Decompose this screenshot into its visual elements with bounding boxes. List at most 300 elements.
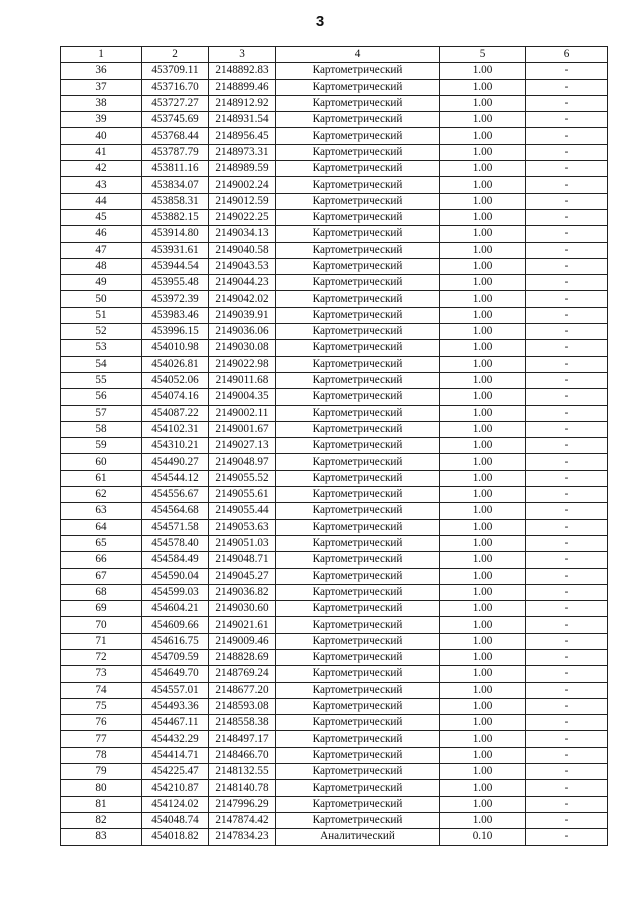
y-coordinate-cell: 2149030.60 [209, 601, 276, 617]
table-row [61, 454, 608, 470]
note-cell: - [526, 812, 608, 828]
y-coordinate-cell: 2149044.23 [209, 275, 276, 291]
note-cell: - [526, 552, 608, 568]
table-row [61, 177, 608, 193]
point-number-cell: 78 [61, 747, 142, 763]
y-coordinate-cell: 2148892.83 [209, 63, 276, 79]
note-cell: - [526, 535, 608, 551]
method-cell: Картометрический [276, 649, 440, 665]
point-number-cell: 68 [61, 584, 142, 600]
method-cell: Картометрический [276, 144, 440, 160]
y-coordinate-cell: 2148956.45 [209, 128, 276, 144]
method-cell: Картометрический [276, 487, 440, 503]
x-coordinate-cell: 454010.98 [142, 340, 209, 356]
method-cell: Картометрический [276, 454, 440, 470]
method-cell: Картометрический [276, 731, 440, 747]
method-cell: Картометрический [276, 666, 440, 682]
x-coordinate-cell: 453955.48 [142, 275, 209, 291]
table-row [61, 470, 608, 486]
table-row [61, 682, 608, 698]
x-coordinate-cell: 454087.22 [142, 405, 209, 421]
x-coordinate-cell: 454616.75 [142, 633, 209, 649]
accuracy-cell: 1.00 [440, 128, 526, 144]
accuracy-cell: 1.00 [440, 747, 526, 763]
table-row [61, 242, 608, 258]
method-cell: Картометрический [276, 128, 440, 144]
column-header: 5 [440, 47, 526, 63]
table-row [61, 731, 608, 747]
point-number-cell: 55 [61, 372, 142, 388]
accuracy-cell: 1.00 [440, 177, 526, 193]
point-number-cell: 80 [61, 780, 142, 796]
accuracy-cell: 1.00 [440, 144, 526, 160]
method-cell: Картометрический [276, 535, 440, 551]
accuracy-cell: 1.00 [440, 161, 526, 177]
note-cell: - [526, 731, 608, 747]
x-coordinate-cell: 454590.04 [142, 568, 209, 584]
note-cell: - [526, 682, 608, 698]
x-coordinate-cell: 453727.27 [142, 95, 209, 111]
accuracy-cell: 1.00 [440, 715, 526, 731]
method-cell: Картометрический [276, 584, 440, 600]
point-number-cell: 49 [61, 275, 142, 291]
point-number-cell: 38 [61, 95, 142, 111]
table-row [61, 519, 608, 535]
x-coordinate-cell: 453972.39 [142, 291, 209, 307]
y-coordinate-cell: 2148593.08 [209, 698, 276, 714]
table-row [61, 128, 608, 144]
note-cell: - [526, 568, 608, 584]
accuracy-cell: 1.00 [440, 438, 526, 454]
y-coordinate-cell: 2149048.71 [209, 552, 276, 568]
y-coordinate-cell: 2148769.24 [209, 666, 276, 682]
accuracy-cell: 1.00 [440, 242, 526, 258]
point-number-cell: 64 [61, 519, 142, 535]
point-number-cell: 56 [61, 389, 142, 405]
y-coordinate-cell: 2148828.69 [209, 649, 276, 665]
y-coordinate-cell: 2149036.06 [209, 324, 276, 340]
accuracy-cell: 1.00 [440, 389, 526, 405]
y-coordinate-cell: 2149011.68 [209, 372, 276, 388]
column-header: 1 [61, 47, 142, 63]
method-cell: Картометрический [276, 356, 440, 372]
x-coordinate-cell: 454584.49 [142, 552, 209, 568]
method-cell: Картометрический [276, 389, 440, 405]
note-cell: - [526, 177, 608, 193]
method-cell: Картометрический [276, 177, 440, 193]
table-row [61, 649, 608, 665]
accuracy-cell: 1.00 [440, 796, 526, 812]
y-coordinate-cell: 2148558.38 [209, 715, 276, 731]
column-header: 4 [276, 47, 440, 63]
accuracy-cell: 1.00 [440, 519, 526, 535]
note-cell: - [526, 226, 608, 242]
note-cell: - [526, 95, 608, 111]
y-coordinate-cell: 2148973.31 [209, 144, 276, 160]
method-cell: Картометрический [276, 617, 440, 633]
point-number-cell: 62 [61, 487, 142, 503]
accuracy-cell: 1.00 [440, 209, 526, 225]
table-row [61, 340, 608, 356]
table-row [61, 389, 608, 405]
x-coordinate-cell: 454604.21 [142, 601, 209, 617]
x-coordinate-cell: 454414.71 [142, 747, 209, 763]
table-row [61, 405, 608, 421]
note-cell: - [526, 649, 608, 665]
method-cell: Картометрический [276, 112, 440, 128]
accuracy-cell: 1.00 [440, 666, 526, 682]
y-coordinate-cell: 2149040.58 [209, 242, 276, 258]
point-number-cell: 48 [61, 258, 142, 274]
y-coordinate-cell: 2149045.27 [209, 568, 276, 584]
y-coordinate-cell: 2149012.59 [209, 193, 276, 209]
accuracy-cell: 1.00 [440, 682, 526, 698]
table-row [61, 275, 608, 291]
y-coordinate-cell: 2147834.23 [209, 829, 276, 845]
x-coordinate-cell: 453882.15 [142, 209, 209, 225]
point-number-cell: 45 [61, 209, 142, 225]
table-row [61, 503, 608, 519]
table-row [61, 601, 608, 617]
accuracy-cell: 1.00 [440, 568, 526, 584]
y-coordinate-cell: 2149055.61 [209, 487, 276, 503]
point-number-cell: 73 [61, 666, 142, 682]
method-cell: Картометрический [276, 764, 440, 780]
method-cell: Картометрический [276, 421, 440, 437]
y-coordinate-cell: 2149001.67 [209, 421, 276, 437]
note-cell: - [526, 291, 608, 307]
note-cell: - [526, 503, 608, 519]
method-cell: Картометрический [276, 372, 440, 388]
note-cell: - [526, 324, 608, 340]
accuracy-cell: 1.00 [440, 617, 526, 633]
y-coordinate-cell: 2149036.82 [209, 584, 276, 600]
table-row [61, 307, 608, 323]
table-row [61, 715, 608, 731]
point-number-cell: 76 [61, 715, 142, 731]
accuracy-cell: 1.00 [440, 503, 526, 519]
table-row [61, 112, 608, 128]
accuracy-cell: 1.00 [440, 552, 526, 568]
accuracy-cell: 1.00 [440, 633, 526, 649]
note-cell: - [526, 715, 608, 731]
point-number-cell: 69 [61, 601, 142, 617]
accuracy-cell: 1.00 [440, 470, 526, 486]
note-cell: - [526, 112, 608, 128]
point-number-cell: 60 [61, 454, 142, 470]
note-cell: - [526, 454, 608, 470]
note-cell: - [526, 584, 608, 600]
y-coordinate-cell: 2148931.54 [209, 112, 276, 128]
method-cell: Картометрический [276, 275, 440, 291]
method-cell: Картометрический [276, 242, 440, 258]
x-coordinate-cell: 454571.58 [142, 519, 209, 535]
x-coordinate-cell: 454556.67 [142, 487, 209, 503]
x-coordinate-cell: 453983.46 [142, 307, 209, 323]
x-coordinate-cell: 454649.70 [142, 666, 209, 682]
y-coordinate-cell: 2148497.17 [209, 731, 276, 747]
table-row [61, 617, 608, 633]
method-cell: Картометрический [276, 79, 440, 95]
method-cell: Картометрический [276, 193, 440, 209]
note-cell: - [526, 258, 608, 274]
column-header: 2 [142, 47, 209, 63]
table-row [61, 796, 608, 812]
y-coordinate-cell: 2148899.46 [209, 79, 276, 95]
point-number-cell: 75 [61, 698, 142, 714]
method-cell: Картометрический [276, 503, 440, 519]
y-coordinate-cell: 2148912.92 [209, 95, 276, 111]
y-coordinate-cell: 2149004.35 [209, 389, 276, 405]
accuracy-cell: 1.00 [440, 731, 526, 747]
x-coordinate-cell: 454124.02 [142, 796, 209, 812]
point-number-cell: 82 [61, 812, 142, 828]
x-coordinate-cell: 454709.59 [142, 649, 209, 665]
point-number-cell: 83 [61, 829, 142, 845]
point-number-cell: 65 [61, 535, 142, 551]
y-coordinate-cell: 2149048.97 [209, 454, 276, 470]
x-coordinate-cell: 454052.06 [142, 372, 209, 388]
x-coordinate-cell: 454544.12 [142, 470, 209, 486]
y-coordinate-cell: 2147874.42 [209, 812, 276, 828]
table-row [61, 421, 608, 437]
x-coordinate-cell: 454225.47 [142, 764, 209, 780]
method-cell: Картометрический [276, 812, 440, 828]
method-cell: Картометрический [276, 340, 440, 356]
accuracy-cell: 1.00 [440, 79, 526, 95]
point-number-cell: 74 [61, 682, 142, 698]
point-number-cell: 36 [61, 63, 142, 79]
x-coordinate-cell: 453768.44 [142, 128, 209, 144]
method-cell: Картометрический [276, 780, 440, 796]
point-number-cell: 47 [61, 242, 142, 258]
method-cell: Картометрический [276, 63, 440, 79]
method-cell: Картометрический [276, 601, 440, 617]
point-number-cell: 51 [61, 307, 142, 323]
accuracy-cell: 1.00 [440, 487, 526, 503]
accuracy-cell: 1.00 [440, 112, 526, 128]
accuracy-cell: 1.00 [440, 649, 526, 665]
method-cell: Картометрический [276, 633, 440, 649]
x-coordinate-cell: 454578.40 [142, 535, 209, 551]
y-coordinate-cell: 2149051.03 [209, 535, 276, 551]
x-coordinate-cell: 453834.07 [142, 177, 209, 193]
note-cell: - [526, 666, 608, 682]
note-cell: - [526, 633, 608, 649]
note-cell: - [526, 275, 608, 291]
note-cell: - [526, 340, 608, 356]
y-coordinate-cell: 2149021.61 [209, 617, 276, 633]
point-number-cell: 57 [61, 405, 142, 421]
point-number-cell: 50 [61, 291, 142, 307]
point-number-cell: 37 [61, 79, 142, 95]
note-cell: - [526, 487, 608, 503]
point-number-cell: 81 [61, 796, 142, 812]
x-coordinate-cell: 454609.66 [142, 617, 209, 633]
note-cell: - [526, 617, 608, 633]
point-number-cell: 70 [61, 617, 142, 633]
note-cell: - [526, 209, 608, 225]
x-coordinate-cell: 454102.31 [142, 421, 209, 437]
y-coordinate-cell: 2149009.46 [209, 633, 276, 649]
y-coordinate-cell: 2149055.44 [209, 503, 276, 519]
accuracy-cell: 1.00 [440, 812, 526, 828]
page-number: 3 [315, 13, 325, 30]
y-coordinate-cell: 2149039.91 [209, 307, 276, 323]
accuracy-cell: 1.00 [440, 764, 526, 780]
note-cell: - [526, 829, 608, 845]
note-cell: - [526, 796, 608, 812]
x-coordinate-cell: 453811.16 [142, 161, 209, 177]
method-cell: Картометрический [276, 568, 440, 584]
x-coordinate-cell: 453745.69 [142, 112, 209, 128]
table-row [61, 812, 608, 828]
point-number-cell: 72 [61, 649, 142, 665]
x-coordinate-cell: 454310.21 [142, 438, 209, 454]
y-coordinate-cell: 2149055.52 [209, 470, 276, 486]
method-cell: Аналитический [276, 829, 440, 845]
method-cell: Картометрический [276, 405, 440, 421]
note-cell: - [526, 389, 608, 405]
accuracy-cell: 1.00 [440, 275, 526, 291]
method-cell: Картометрический [276, 258, 440, 274]
method-cell: Картометрический [276, 226, 440, 242]
y-coordinate-cell: 2148989.59 [209, 161, 276, 177]
point-number-cell: 71 [61, 633, 142, 649]
x-coordinate-cell: 454026.81 [142, 356, 209, 372]
accuracy-cell: 1.00 [440, 258, 526, 274]
table-row [61, 258, 608, 274]
point-number-cell: 39 [61, 112, 142, 128]
y-coordinate-cell: 2147996.29 [209, 796, 276, 812]
accuracy-cell: 1.00 [440, 698, 526, 714]
x-coordinate-cell: 454599.03 [142, 584, 209, 600]
table-row [61, 144, 608, 160]
point-number-cell: 61 [61, 470, 142, 486]
method-cell: Картометрический [276, 552, 440, 568]
note-cell: - [526, 698, 608, 714]
table-row [61, 79, 608, 95]
accuracy-cell: 1.00 [440, 780, 526, 796]
point-number-cell: 67 [61, 568, 142, 584]
x-coordinate-cell: 454467.11 [142, 715, 209, 731]
method-cell: Картометрический [276, 519, 440, 535]
y-coordinate-cell: 2149043.53 [209, 258, 276, 274]
note-cell: - [526, 470, 608, 486]
y-coordinate-cell: 2149034.13 [209, 226, 276, 242]
point-number-cell: 42 [61, 161, 142, 177]
table-row [61, 780, 608, 796]
point-number-cell: 41 [61, 144, 142, 160]
table-row [61, 291, 608, 307]
method-cell: Картометрический [276, 715, 440, 731]
y-coordinate-cell: 2149027.13 [209, 438, 276, 454]
accuracy-cell: 1.00 [440, 601, 526, 617]
note-cell: - [526, 161, 608, 177]
accuracy-cell: 1.00 [440, 340, 526, 356]
x-coordinate-cell: 453709.11 [142, 63, 209, 79]
method-cell: Картометрический [276, 291, 440, 307]
x-coordinate-cell: 453944.54 [142, 258, 209, 274]
accuracy-cell: 1.00 [440, 226, 526, 242]
point-number-cell: 66 [61, 552, 142, 568]
x-coordinate-cell: 454048.74 [142, 812, 209, 828]
x-coordinate-cell: 454018.82 [142, 829, 209, 845]
x-coordinate-cell: 454557.01 [142, 682, 209, 698]
note-cell: - [526, 405, 608, 421]
note-cell: - [526, 63, 608, 79]
point-number-cell: 53 [61, 340, 142, 356]
accuracy-cell: 1.00 [440, 405, 526, 421]
accuracy-cell: 1.00 [440, 584, 526, 600]
x-coordinate-cell: 453716.70 [142, 79, 209, 95]
point-number-cell: 43 [61, 177, 142, 193]
x-coordinate-cell: 454493.36 [142, 698, 209, 714]
table-row [61, 552, 608, 568]
note-cell: - [526, 356, 608, 372]
method-cell: Картометрический [276, 438, 440, 454]
note-cell: - [526, 193, 608, 209]
point-number-cell: 54 [61, 356, 142, 372]
table-row [61, 209, 608, 225]
point-number-cell: 44 [61, 193, 142, 209]
table-row [61, 535, 608, 551]
x-coordinate-cell: 454564.68 [142, 503, 209, 519]
x-coordinate-cell: 454074.16 [142, 389, 209, 405]
y-coordinate-cell: 2149042.02 [209, 291, 276, 307]
x-coordinate-cell: 453787.79 [142, 144, 209, 160]
table-row [61, 698, 608, 714]
y-coordinate-cell: 2148140.78 [209, 780, 276, 796]
table-row [61, 584, 608, 600]
y-coordinate-cell: 2148132.55 [209, 764, 276, 780]
note-cell: - [526, 128, 608, 144]
method-cell: Картометрический [276, 698, 440, 714]
table-row [61, 372, 608, 388]
accuracy-cell: 1.00 [440, 324, 526, 340]
table-header-row [61, 47, 608, 63]
point-number-cell: 77 [61, 731, 142, 747]
point-number-cell: 52 [61, 324, 142, 340]
x-coordinate-cell: 453858.31 [142, 193, 209, 209]
note-cell: - [526, 144, 608, 160]
method-cell: Картометрический [276, 796, 440, 812]
method-cell: Картометрический [276, 161, 440, 177]
accuracy-cell: 1.00 [440, 95, 526, 111]
point-number-cell: 58 [61, 421, 142, 437]
accuracy-cell: 1.00 [440, 356, 526, 372]
y-coordinate-cell: 2149002.11 [209, 405, 276, 421]
table-row [61, 747, 608, 763]
note-cell: - [526, 747, 608, 763]
x-coordinate-cell: 453914.80 [142, 226, 209, 242]
y-coordinate-cell: 2149002.24 [209, 177, 276, 193]
table-row [61, 63, 608, 79]
note-cell: - [526, 438, 608, 454]
table-row [61, 764, 608, 780]
y-coordinate-cell: 2149053.63 [209, 519, 276, 535]
column-header: 3 [209, 47, 276, 63]
table-row [61, 829, 608, 845]
x-coordinate-cell: 454210.87 [142, 780, 209, 796]
method-cell: Картометрический [276, 209, 440, 225]
y-coordinate-cell: 2149030.08 [209, 340, 276, 356]
point-number-cell: 79 [61, 764, 142, 780]
note-cell: - [526, 242, 608, 258]
table-row [61, 438, 608, 454]
x-coordinate-cell: 453931.61 [142, 242, 209, 258]
note-cell: - [526, 421, 608, 437]
